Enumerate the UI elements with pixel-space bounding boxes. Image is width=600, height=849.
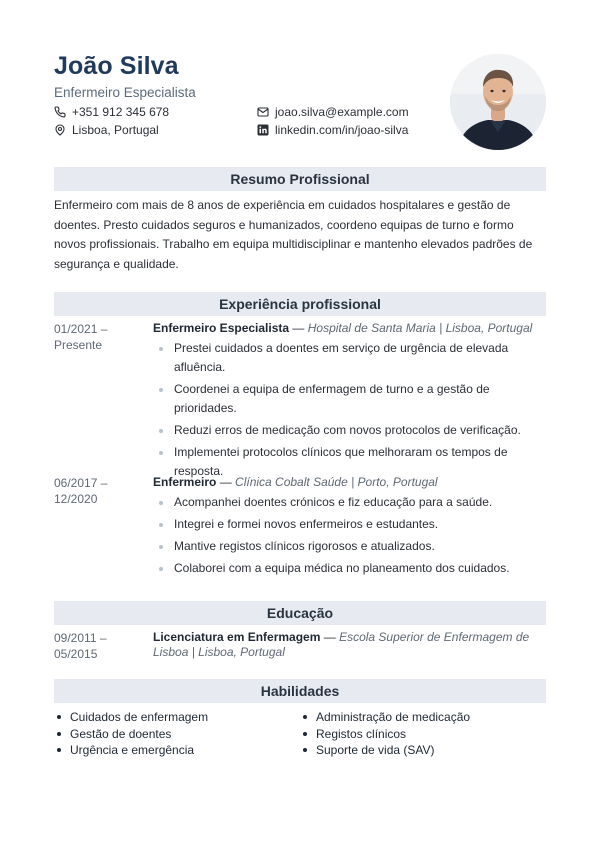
avatar xyxy=(450,54,546,150)
contact-phone xyxy=(54,105,169,119)
skill-item: Gestão de doentes xyxy=(56,726,208,743)
list-item: Mantive registos clínicos rigorosos e atualizados. xyxy=(153,537,546,556)
list-item: Implementei protocolos clínicos que melhoraram os tempos de resposta. xyxy=(153,443,546,481)
email-link[interactable]: joao.silva@example.com xyxy=(275,105,409,119)
job-heading xyxy=(153,321,546,336)
job-organization: Hospital de Santa Maria | Lisboa, Portugal xyxy=(307,321,533,335)
list-item: Reduzi erros de medicação com novos protocolos de verificação. xyxy=(153,421,546,440)
job-title: Enfermeiro Especialista xyxy=(153,321,290,335)
job-separator: — xyxy=(216,475,236,489)
education-date-start: 09/2011 – xyxy=(54,631,107,645)
skills-list-right xyxy=(302,709,470,759)
education-separator: — xyxy=(320,630,340,644)
linkedin-icon xyxy=(257,124,269,136)
phone-icon xyxy=(54,106,66,118)
section-header-skills: Habilidades xyxy=(54,679,546,703)
phone-text: +351 912 345 678 xyxy=(72,105,170,119)
mail-icon xyxy=(257,106,269,118)
job-title: Enfermeiro xyxy=(153,475,217,489)
list-item: Integrei e formei novos enfermeiros e estudantes. xyxy=(153,515,546,534)
skill-item: Urgência e emergência xyxy=(56,742,208,759)
job-date-start: 06/2017 – xyxy=(54,476,108,490)
job-bullets xyxy=(153,493,546,581)
profile-photo xyxy=(450,54,546,150)
job-organization: Clínica Cobalt Saúde | Porto, Portugal xyxy=(235,475,438,489)
job-date xyxy=(54,321,144,353)
list-item: Prestei cuidados a doentes em serviço de urgência de elevada afluência. xyxy=(153,339,546,377)
skill-item: Suporte de vida (SAV) xyxy=(302,742,470,759)
list-item: Coordenei a equipa de enfermagem de turno e a gestão de prioridades. xyxy=(153,380,546,418)
skill-item: Registos clínicos xyxy=(302,726,470,743)
location-pin-icon xyxy=(54,124,66,136)
candidate-name: João Silva xyxy=(54,52,179,80)
job-date-start: 01/2021 – xyxy=(54,322,108,336)
skill-item: Administração de medicação xyxy=(302,709,470,726)
job-separator: — xyxy=(289,321,308,335)
education-degree: Licenciatura em Enfermagem xyxy=(153,630,321,644)
job-date xyxy=(54,475,144,507)
list-item: Colaborei com a equipa médica no planeamento dos cuidados. xyxy=(153,559,546,578)
contact-email[interactable] xyxy=(257,105,409,119)
education-school: Escola Superior de Enfermagem de Lisboa | Lisboa, Portugal xyxy=(153,630,530,659)
education-heading xyxy=(153,630,546,660)
section-header-education: Educação xyxy=(54,601,546,625)
contact-linkedin[interactable] xyxy=(257,123,408,137)
education-date xyxy=(54,630,144,662)
section-header-experience: Experiência profissional xyxy=(54,292,546,316)
linkedin-link[interactable]: linkedin.com/in/joao-silva xyxy=(275,123,409,137)
summary-text: Enfermeiro com mais de 8 anos de experiência em cuidados hospitalares e gestão de doentes. Presto cuidados seguros e humanizados, coordeno equipas de turno e formo novos profissionais. Trabalho em equipa multidisciplinar e mantenho elevados padrões de segurança e qualidade. xyxy=(54,198,533,271)
candidate-role: Enfermeiro Especialista xyxy=(54,85,196,100)
list-item: Acompanhei doentes crónicos e fiz educação para a saúde. xyxy=(153,493,546,512)
job-date-end: 12/2020 xyxy=(54,492,98,506)
job-heading xyxy=(153,475,546,490)
skills-list-left xyxy=(56,709,208,759)
job-date-end: Presente xyxy=(54,338,103,352)
contact-location xyxy=(54,123,159,137)
job-bullets xyxy=(153,339,546,484)
section-header-summary: Resumo Profissional xyxy=(54,167,546,191)
location-text: Lisboa, Portugal xyxy=(72,123,159,137)
education-date-end: 05/2015 xyxy=(54,647,98,661)
skill-item: Cuidados de enfermagem xyxy=(56,709,208,726)
